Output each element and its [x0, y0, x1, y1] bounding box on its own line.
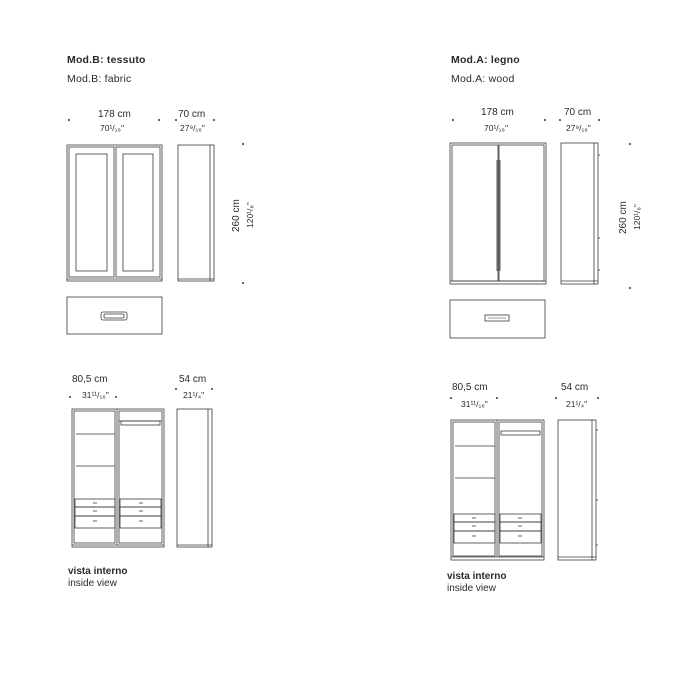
- left-inside-view: [72, 409, 212, 547]
- right-inside-depth-cm: 54 cm: [561, 382, 589, 393]
- left-front-width-cm: 178 cm: [98, 109, 131, 120]
- right-side-elevation: [561, 143, 600, 284]
- left-caption-line1: vista interno: [68, 566, 128, 577]
- right-subtitle: Mod.A: wood: [451, 73, 515, 85]
- right-inside-compartment-in: 31¹¹/₁₆": [461, 399, 488, 409]
- left-plan-view: [67, 297, 162, 334]
- right-caption-line2: inside view: [447, 583, 496, 594]
- right-side-depth-in: 27⁹/₁₆": [566, 123, 591, 133]
- left-inside-depth-in: 21¹/₄": [183, 390, 205, 400]
- right-inside-view: [451, 420, 598, 560]
- left-caption-line2: inside view: [68, 578, 117, 589]
- left-title: Mod.B: tessuto: [67, 54, 146, 66]
- right-title: Mod.A: legno: [451, 54, 520, 66]
- right-front-width-in: 70¹/₁₆": [484, 123, 508, 133]
- left-front-width-in: 70¹/₁₆": [100, 123, 124, 133]
- right-plan-view: [450, 300, 545, 338]
- right-height-cm: 260 cm: [618, 201, 629, 234]
- right-height-in: 120¹/₈": [632, 204, 642, 230]
- left-subtitle: Mod.B: fabric: [67, 73, 132, 85]
- right-inside-depth-in: 21¹/₄": [566, 399, 588, 409]
- right-front-width-cm: 178 cm: [481, 107, 514, 118]
- left-side-elevation: [178, 145, 214, 281]
- right-caption-line1: vista interno: [447, 571, 507, 582]
- left-inside-compartment-in: 31¹¹/₁₆": [82, 390, 109, 400]
- dimension-markers: [68, 119, 631, 399]
- left-side-depth-cm: 70 cm: [178, 109, 206, 120]
- right-side-depth-cm: 70 cm: [564, 107, 592, 118]
- left-height-cm: 260 cm: [231, 199, 242, 232]
- left-front-elevation: [67, 145, 162, 281]
- left-side-depth-in: 27⁹/₁₆": [180, 123, 205, 133]
- right-inside-compartment-cm: 80,5 cm: [452, 382, 488, 393]
- left-height-in: 120¹/₈": [245, 202, 255, 228]
- left-inside-compartment-cm: 80,5 cm: [72, 374, 108, 385]
- left-inside-depth-cm: 54 cm: [179, 374, 207, 385]
- right-front-elevation: [450, 143, 546, 284]
